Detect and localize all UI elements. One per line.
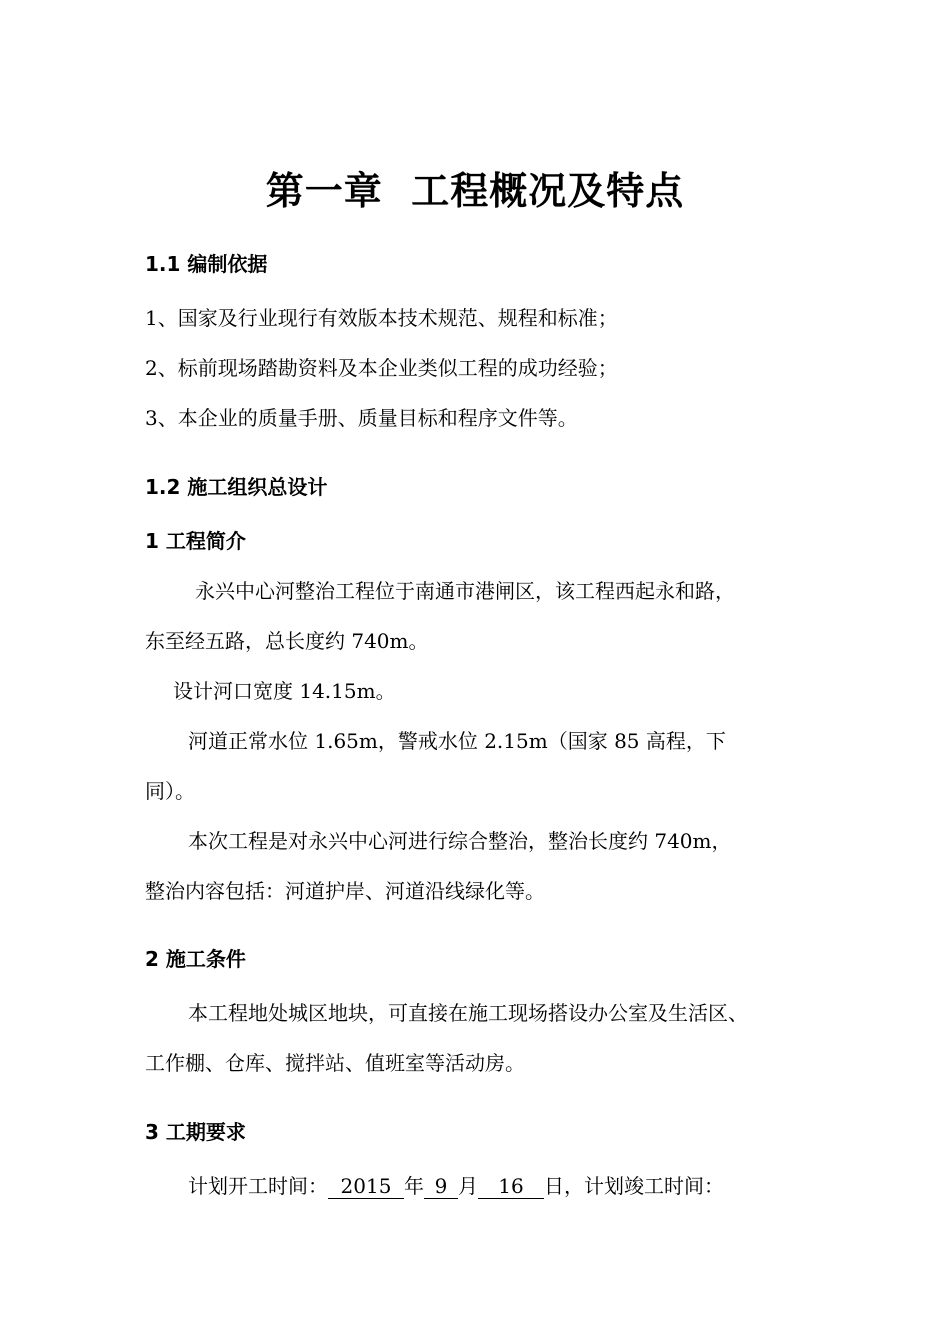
day-unit: 日， [544, 1174, 584, 1198]
basis-item-1: 1、国家及行业现行有效版本技术规范、规程和标准； [145, 306, 618, 330]
end-date-label: 计划竣工时间： [584, 1174, 724, 1198]
overview-paragraph-2: 设计河口宽度 14.15m。 [173, 679, 396, 703]
overview-paragraph-1-line-1: 永兴中心河整治工程位于南通市港闸区，该工程西起永和路， [195, 579, 735, 603]
overview-paragraph-3-line-1: 河道正常水位 1.65m，警戒水位 2.15m（国家 85 高程，下 [188, 729, 726, 753]
schedule-line [188, 1172, 724, 1200]
chapter-title: 第一章 工程概况及特点 [265, 169, 685, 213]
start-date-label: 计划开工时间： [188, 1174, 328, 1198]
year-unit: 年 [404, 1174, 424, 1198]
section-heading-1-2: 1.2 施工组织总设计 [145, 475, 328, 499]
conditions-paragraph-line-2: 工作棚、仓库、搅拌站、值班室等活动房。 [145, 1051, 525, 1075]
subsection-heading-schedule: 3 工期要求 [145, 1120, 246, 1144]
start-month-field: 9 [424, 1174, 458, 1199]
overview-paragraph-4-line-1: 本次工程是对永兴中心河进行综合整治，整治长度约 740m， [188, 829, 732, 853]
basis-item-3: 3、本企业的质量手册、质量目标和程序文件等。 [145, 406, 578, 430]
section-heading-1-1: 1.1 编制依据 [145, 252, 268, 276]
overview-paragraph-4-line-2: 整治内容包括：河道护岸、河道沿线绿化等。 [145, 879, 545, 903]
overview-paragraph-1-line-2: 东至经五路，总长度约 740m。 [145, 629, 429, 653]
month-unit: 月 [458, 1174, 478, 1198]
basis-item-2: 2、标前现场踏勘资料及本企业类似工程的成功经验； [145, 356, 618, 380]
subsection-heading-overview: 1 工程简介 [145, 529, 246, 553]
conditions-paragraph-line-1: 本工程地处城区地块，可直接在施工现场搭设办公室及生活区、 [188, 1001, 748, 1025]
overview-paragraph-3-line-2: 同）。 [145, 779, 195, 803]
subsection-heading-conditions: 2 施工条件 [145, 947, 246, 971]
start-day-field: 16 [478, 1174, 544, 1199]
start-year-field: 2015 [328, 1174, 404, 1199]
